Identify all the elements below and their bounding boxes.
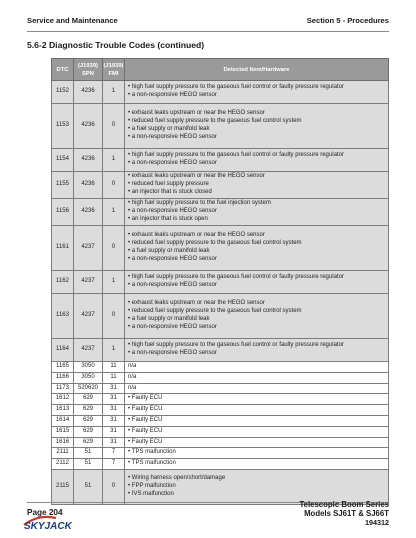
cell-spn: 51 — [74, 448, 103, 459]
cell-fmi: 1 — [103, 199, 125, 226]
table-row — [52, 271, 389, 294]
table-row — [52, 226, 389, 271]
cell-spn: 4237 — [74, 271, 103, 294]
cell-dtc: 1163 — [52, 294, 74, 339]
bullet-item: • Wiring harness open/short/damage — [128, 475, 385, 483]
cell-text: n/a — [128, 384, 137, 391]
table-row — [52, 172, 389, 199]
cell-spn: 4237 — [74, 226, 103, 271]
table-row — [52, 415, 389, 426]
cell-detected-item — [125, 339, 389, 362]
cell-fmi: 31 — [103, 383, 125, 394]
bullet-item: • reduced fuel supply pressure to the gaseous fuel control system — [128, 118, 385, 126]
bullet-item: • exhaust leaks upstream or near the HEGO sensor — [128, 300, 385, 308]
doc-number: 194312 — [365, 518, 389, 527]
cell-fmi: 0 — [103, 104, 125, 149]
bullet-item: • TPS malfunction — [128, 460, 385, 468]
bullet-item: • a non-responsive HEGO sensor — [128, 134, 385, 142]
svg-text:SKYJACK: SKYJACK — [24, 521, 72, 532]
section-title: 5.6-2 Diagnostic Trouble Codes (continued) — [27, 40, 205, 50]
col-header-spn: (J1939) SPN — [74, 59, 103, 81]
table-row — [52, 448, 389, 459]
table-row — [52, 426, 389, 437]
table-row — [52, 339, 389, 362]
cell-detected-item — [125, 426, 389, 437]
cell-fmi: 0 — [103, 172, 125, 199]
header-rule — [27, 31, 389, 32]
cell-spn: 4236 — [74, 199, 103, 226]
cell-dtc: 2115 — [52, 469, 74, 504]
col-header-detected-item: Detected Item/Hardware — [125, 59, 389, 81]
cell-dtc: 1616 — [52, 437, 74, 448]
table-row — [52, 199, 389, 226]
cell-fmi: 31 — [103, 426, 125, 437]
cell-spn: 520620 — [74, 383, 103, 394]
cell-detected-item — [125, 81, 389, 104]
bullet-item: • a non-responsive HEGO sensor — [128, 160, 385, 168]
cell-dtc: 1162 — [52, 271, 74, 294]
table-row — [52, 437, 389, 448]
cell-fmi: 7 — [103, 448, 125, 459]
bullet-item: • FPP malfunction — [128, 483, 385, 491]
cell-dtc: 1614 — [52, 415, 74, 426]
table-header-row — [52, 59, 389, 81]
table-row — [52, 383, 389, 394]
cell-spn: 4236 — [74, 81, 103, 104]
cell-dtc: 1152 — [52, 81, 74, 104]
bullet-item: • exhaust leaks upstream or near the HEGO sensor — [128, 173, 385, 181]
cell-detected-item — [125, 437, 389, 448]
cell-detected-item — [125, 448, 389, 459]
table-row — [52, 81, 389, 104]
table-row — [52, 149, 389, 172]
bullet-item: • high fuel supply pressure to the gaseous fuel control or faulty pressure regulator — [128, 84, 385, 92]
cell-detected-item — [125, 405, 389, 416]
cell-spn: 629 — [74, 394, 103, 405]
model-names: Models SJ61T & SJ66T — [304, 509, 389, 518]
bullet-item: • Faulty ECU — [128, 395, 385, 403]
bullet-item: • an injector that is stuck open — [128, 216, 385, 224]
bullet-item: • Faulty ECU — [128, 428, 385, 436]
cell-spn: 629 — [74, 426, 103, 437]
bullet-item: • a non-responsive HEGO sensor — [128, 282, 385, 290]
cell-dtc: 1166 — [52, 372, 74, 383]
bullet-item: • a fuel supply or manifold leak — [128, 126, 385, 134]
bullet-item: • a non-responsive HEGO sensor — [128, 324, 385, 332]
cell-dtc: 2111 — [52, 448, 74, 459]
cell-fmi: 1 — [103, 339, 125, 362]
cell-spn: 629 — [74, 415, 103, 426]
col-header-dtc: DTC — [52, 59, 74, 81]
cell-detected-item — [125, 172, 389, 199]
cell-detected-item — [125, 394, 389, 405]
cell-dtc: 1612 — [52, 394, 74, 405]
cell-spn: 629 — [74, 405, 103, 416]
bullet-item: • reduced fuel supply pressure to the gaseous fuel control system — [128, 240, 385, 248]
header-right: Section 5 - Procedures — [306, 16, 389, 25]
cell-dtc: 1165 — [52, 362, 74, 373]
cell-spn: 4237 — [74, 339, 103, 362]
cell-detected-item — [125, 362, 389, 373]
cell-fmi: 0 — [103, 469, 125, 504]
cell-dtc: 2112 — [52, 459, 74, 470]
table-row — [52, 372, 389, 383]
cell-dtc: 1613 — [52, 405, 74, 416]
cell-dtc: 1173 — [52, 383, 74, 394]
cell-detected-item — [125, 199, 389, 226]
bullet-item: • Faulty ECU — [128, 417, 385, 425]
header-left: Service and Maintenance — [27, 16, 118, 25]
bullet-item: • a non-responsive HEGO sensor — [128, 350, 385, 358]
bullet-item: • a non-responsive HEGO sensor — [128, 92, 385, 100]
table-row — [52, 104, 389, 149]
cell-text: n/a — [128, 363, 137, 369]
table-row — [52, 294, 389, 339]
table-row — [52, 394, 389, 405]
cell-dtc: 1155 — [52, 172, 74, 199]
bullet-item: • high fuel supply pressure to the gaseous fuel control or faulty pressure regulator — [128, 152, 385, 160]
cell-fmi: 11 — [103, 372, 125, 383]
cell-detected-item — [125, 104, 389, 149]
cell-spn: 51 — [74, 469, 103, 504]
cell-spn: 4236 — [74, 172, 103, 199]
bullet-item: • reduced fuel supply pressure to the gaseous fuel control system — [128, 308, 385, 316]
bullet-item: • exhaust leaks upstream or near the HEGO sensor — [128, 232, 385, 240]
cell-detected-item — [125, 372, 389, 383]
cell-dtc: 1161 — [52, 226, 74, 271]
col-header-fmi: (J1939) FMI — [103, 59, 125, 81]
table-body — [52, 81, 389, 505]
cell-fmi: 0 — [103, 294, 125, 339]
bullet-item: • TPS malfunction — [128, 449, 385, 457]
bullet-item: • a fuel supply or manifold leak — [128, 248, 385, 256]
cell-dtc: 1154 — [52, 149, 74, 172]
bullet-item: • a fuel supply or manifold leak — [128, 316, 385, 324]
cell-dtc: 1164 — [52, 339, 74, 362]
cell-fmi: 31 — [103, 437, 125, 448]
cell-spn: 629 — [74, 437, 103, 448]
page-number: Page 204 — [27, 508, 63, 517]
cell-dtc: 1153 — [52, 104, 74, 149]
cell-fmi: 31 — [103, 394, 125, 405]
bullet-item: • exhaust leaks upstream or near the HEGO sensor — [128, 110, 385, 118]
cell-spn: 4237 — [74, 294, 103, 339]
cell-dtc: 1615 — [52, 426, 74, 437]
cell-spn: 51 — [74, 459, 103, 470]
cell-detected-item — [125, 226, 389, 271]
cell-detected-item — [125, 149, 389, 172]
bullet-item: • an injector that is stuck closed — [128, 189, 385, 197]
cell-fmi: 11 — [103, 362, 125, 373]
cell-spn: 4236 — [74, 104, 103, 149]
cell-detected-item — [125, 294, 389, 339]
bullet-item: • a non-responsive HEGO sensor — [128, 256, 385, 264]
bullet-item: • Faulty ECU — [128, 406, 385, 414]
page-header — [27, 16, 389, 30]
dtc-table — [51, 58, 389, 505]
cell-fmi: 0 — [103, 226, 125, 271]
cell-spn: 3050 — [74, 372, 103, 383]
cell-spn: 3050 — [74, 362, 103, 373]
cell-detected-item — [125, 383, 389, 394]
cell-dtc: 1156 — [52, 199, 74, 226]
cell-fmi: 1 — [103, 271, 125, 294]
table-row — [52, 459, 389, 470]
bullet-item: • a non-responsive HEGO sensor — [128, 208, 385, 216]
cell-fmi: 31 — [103, 415, 125, 426]
cell-text: n/a — [128, 373, 137, 380]
bullet-item: • Faulty ECU — [128, 439, 385, 447]
bullet-item: • high fuel supply pressure to the fuel injection system — [128, 200, 385, 208]
cell-fmi: 1 — [103, 81, 125, 104]
table-row — [52, 362, 389, 373]
cell-fmi: 31 — [103, 405, 125, 416]
bullet-item: • high fuel supply pressure to the gaseous fuel control or faulty pressure regulator — [128, 274, 385, 282]
table-row — [52, 405, 389, 416]
model-series: Telescopic Boom Series — [299, 500, 389, 509]
bullet-item: • IVS malfunction — [128, 491, 385, 499]
bullet-item: • high fuel supply pressure to the gaseous fuel control or faulty pressure regulator — [128, 342, 385, 350]
cell-fmi: 7 — [103, 459, 125, 470]
cell-spn: 4236 — [74, 149, 103, 172]
bullet-item: • reduced fuel supply pressure — [128, 181, 385, 189]
cell-detected-item — [125, 271, 389, 294]
cell-fmi: 1 — [103, 149, 125, 172]
cell-detected-item — [125, 459, 389, 470]
model-info — [299, 500, 389, 527]
cell-detected-item — [125, 415, 389, 426]
